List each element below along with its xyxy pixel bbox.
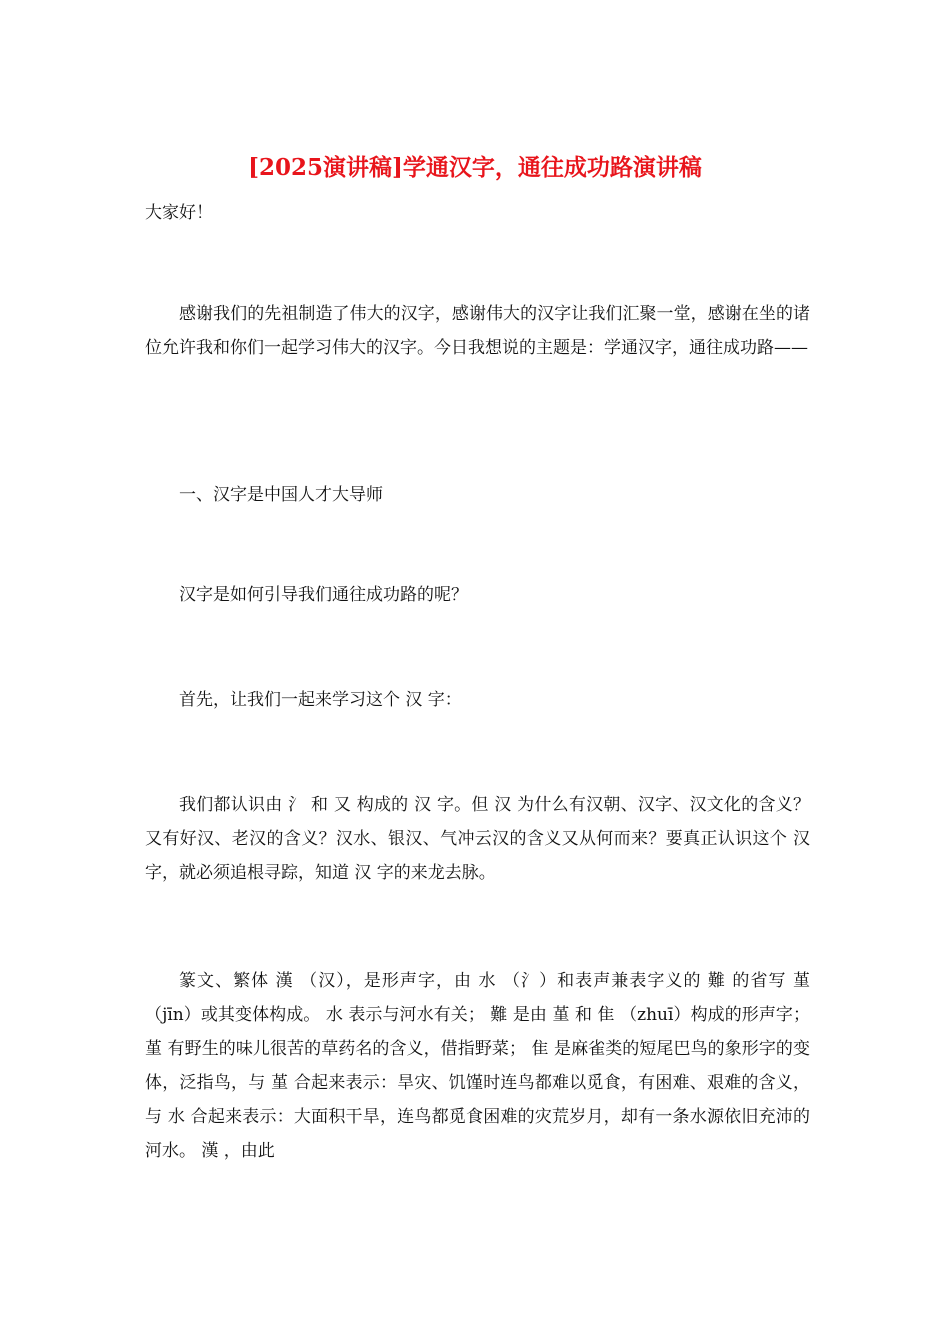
section-heading-one: 一、汉字是中国人才大导师 bbox=[179, 485, 383, 505]
paragraph-thanks: 感谢我们的先祖制造了伟大的汉字，感谢伟大的汉字让我们汇聚一堂，感谢在坐的诸位允许我和你们一起学习伟大的汉字。今日我想说的主题是：学通汉字，通往成功路—— bbox=[145, 304, 810, 358]
greeting: 大家好！ bbox=[145, 203, 213, 223]
paragraph-first: 首先，让我们一起来学习这个 汉 字： bbox=[179, 690, 462, 710]
paragraph-seal-script: 篆文、繁体 漢 （汉），是形声字，由 水 （氵）和表声兼表字义的 難 的省写 堇 （jīn）或其变体构成。 水 表示与河水有关； 難 是由 堇 和 隹 （zhuī）构成的形声字； 堇 有野生的味儿很苦的草药名的含义，借指野菜； 隹 是麻雀类的短尾巴鸟的象形字的变体，泛指鸟，与 堇 合起来表示：旱灾、饥馑时连鸟都难以觅食，有困难、艰难的含义，与 水 合起来表示：大面积干旱，连鸟都觅食困难的灾荒岁月，却有一条水源依旧充沛的河水。 漢 ，由此 bbox=[145, 971, 810, 1161]
document-title: [2025演讲稿]学通汉字，通往成功路演讲稿 bbox=[248, 154, 702, 181]
paragraph-question: 汉字是如何引导我们通往成功路的呢？ bbox=[179, 585, 468, 605]
paragraph-han-character: 我们都认识由 氵 和 又 构成的 汉 字。但 汉 为什么有汉朝、汉字、汉文化的含义？又有好汉、老汉的含义？汉水、银汉、气冲云汉的含义又从何而来？要真正认识这个 汉 字，就必须追根寻踪，知道 汉 字的来龙去脉。 bbox=[145, 795, 810, 883]
